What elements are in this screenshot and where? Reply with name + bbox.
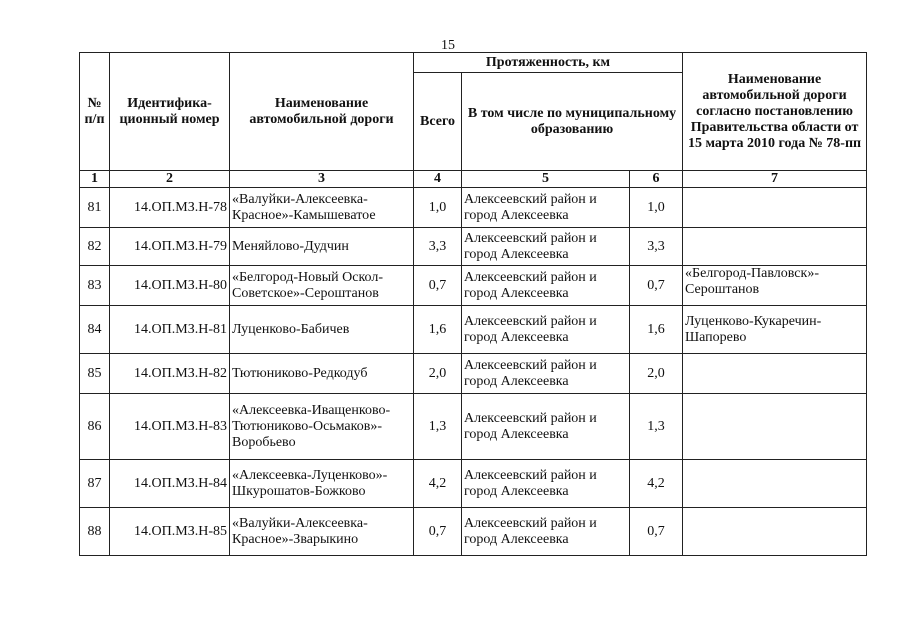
row-length: 1,6 [630, 306, 683, 354]
table-row [80, 354, 867, 394]
header-road-name: Наименование автомобильной дороги [230, 53, 414, 171]
row-num: 82 [80, 228, 110, 266]
table-row [80, 394, 867, 460]
row-road-name: Тютюниково-Редкодуб [230, 354, 414, 394]
header-municipal: В том числе по муниципальному образованию [462, 73, 683, 171]
row-district: Алексеевский район и город Алексеевка [462, 354, 630, 394]
row-total: 0,7 [414, 266, 462, 306]
row-road-name: «Валуйки-Алексеевка-Красное»-Камышеватое [230, 188, 414, 228]
row-length: 1,3 [630, 394, 683, 460]
row-district: Алексеевский район и город Алексеевка [462, 266, 630, 306]
header-num: № п/п [80, 53, 110, 171]
row-total: 1,6 [414, 306, 462, 354]
column-number: 7 [683, 171, 867, 188]
row-id: 14.ОП.МЗ.Н-82 [110, 354, 230, 394]
row-length: 2,0 [630, 354, 683, 394]
row-id: 14.ОП.МЗ.Н-81 [110, 306, 230, 354]
header-resolution-name: Наименование автомобильной дороги согласно постановлению Правительства области от 15 марта 2010 года № 78-пп [683, 53, 867, 171]
row-num: 81 [80, 188, 110, 228]
row-district: Алексеевский район и город Алексеевка [462, 508, 630, 556]
column-number: 3 [230, 171, 414, 188]
table-row [80, 266, 867, 306]
row-road-name: «Алексеевка-Луценково»-Шкурошатов-Божково [230, 460, 414, 508]
column-number: 4 [414, 171, 462, 188]
row-num: 88 [80, 508, 110, 556]
row-num: 87 [80, 460, 110, 508]
row-resolution-name [683, 508, 867, 556]
row-road-name: «Алексеевка-Иващенково-Тютюниково-Осьмаков»-Воробьево [230, 394, 414, 460]
row-num: 86 [80, 394, 110, 460]
row-length: 0,7 [630, 508, 683, 556]
row-resolution-name [683, 188, 867, 228]
row-resolution-name [683, 354, 867, 394]
row-length: 0,7 [630, 266, 683, 306]
row-resolution-name [683, 394, 867, 460]
column-number: 5 [462, 171, 630, 188]
header-length-group: Протяженность, км [414, 53, 683, 73]
row-id: 14.ОП.МЗ.Н-83 [110, 394, 230, 460]
row-district: Алексеевский район и город Алексеевка [462, 394, 630, 460]
column-number: 1 [80, 171, 110, 188]
row-num: 83 [80, 266, 110, 306]
table-row [80, 460, 867, 508]
row-num: 84 [80, 306, 110, 354]
table-row [80, 228, 867, 266]
row-length: 3,3 [630, 228, 683, 266]
row-road-name: Луценково-Бабичев [230, 306, 414, 354]
row-district: Алексеевский район и город Алексеевка [462, 306, 630, 354]
row-road-name: «Валуйки-Алексеевка-Красное»-Зварыкино [230, 508, 414, 556]
row-road-name: Меняйлово-Дудчин [230, 228, 414, 266]
row-resolution-name: Луценково-Кукаречин-Шапорево [683, 306, 867, 354]
row-resolution-name [683, 228, 867, 266]
row-id: 14.ОП.МЗ.Н-84 [110, 460, 230, 508]
row-total: 1,0 [414, 188, 462, 228]
row-id: 14.ОП.МЗ.Н-80 [110, 266, 230, 306]
row-id: 14.ОП.МЗ.Н-85 [110, 508, 230, 556]
roads-table [79, 52, 867, 556]
row-district: Алексеевский район и город Алексеевка [462, 460, 630, 508]
row-district: Алексеевский район и город Алексеевка [462, 228, 630, 266]
row-length: 4,2 [630, 460, 683, 508]
row-road-name: «Белгород-Новый Оскол-Советское»-Сероштанов [230, 266, 414, 306]
header-id: Идентифика-ционный номер [110, 53, 230, 171]
column-number: 2 [110, 171, 230, 188]
row-total: 2,0 [414, 354, 462, 394]
column-number: 6 [630, 171, 683, 188]
row-total: 4,2 [414, 460, 462, 508]
row-resolution-name: «Белгород-Павловск»-Сероштанов [683, 266, 867, 306]
row-total: 1,3 [414, 394, 462, 460]
row-length: 1,0 [630, 188, 683, 228]
row-id: 14.ОП.МЗ.Н-79 [110, 228, 230, 266]
row-total: 3,3 [414, 228, 462, 266]
table-row [80, 306, 867, 354]
row-district: Алексеевский район и город Алексеевка [462, 188, 630, 228]
table-row [80, 508, 867, 556]
row-num: 85 [80, 354, 110, 394]
row-total: 0,7 [414, 508, 462, 556]
header-total: Всего [414, 73, 462, 171]
table-row [80, 188, 867, 228]
row-id: 14.ОП.МЗ.Н-78 [110, 188, 230, 228]
row-resolution-name [683, 460, 867, 508]
page-number: 15 [441, 38, 455, 53]
